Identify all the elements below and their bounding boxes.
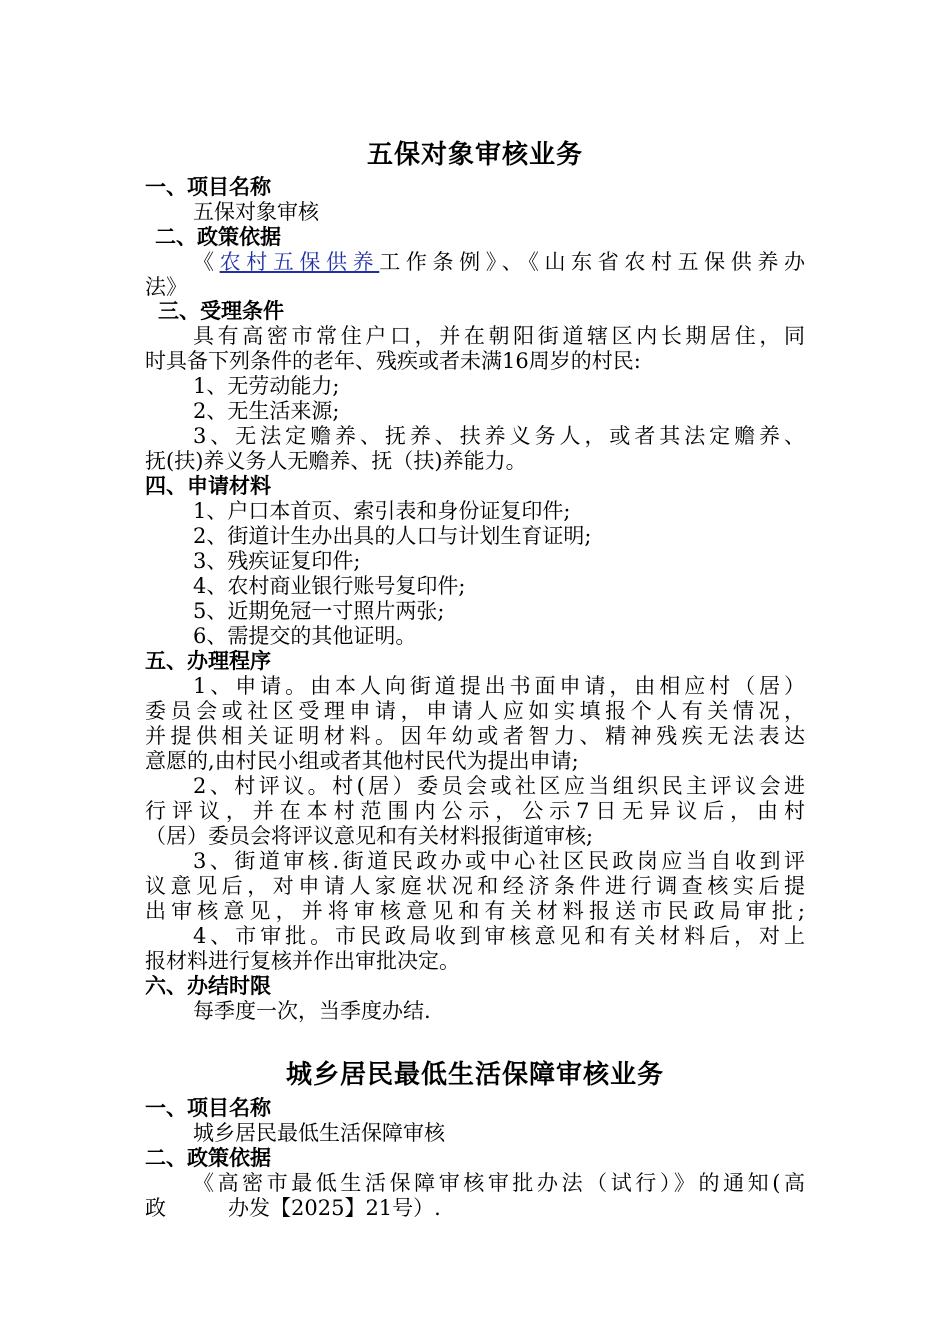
doc1-section5-line10: 出审核意见，并将审核意见和有关材料报送市民政局审批; bbox=[145, 899, 805, 923]
doc1-section5-line3: 并提供相关证明材料。因年幼或者智力、精神残疾无法表达 bbox=[145, 724, 805, 748]
doc1-section5-line4: 意愿的,由村民小组或者其他村民代为提出申请; bbox=[145, 749, 579, 773]
doc1-section3-line6: 抚(扶)养义务人无赡养、抚（扶)养能力。 bbox=[145, 449, 527, 473]
doc1-section3-line5: 3、无法定赡养、抚养、扶养义务人，或者其法定赡养、 bbox=[193, 424, 805, 448]
doc1-section4-line3: 3、残疾证复印件; bbox=[193, 549, 361, 573]
doc1-section2-line1 bbox=[193, 250, 805, 274]
doc1-section6-heading: 六、办结时限 bbox=[145, 974, 271, 998]
doc1-section5-line8: 3、街道审核.街道民政办或中心社区民政岗应当自收到评 bbox=[193, 849, 805, 873]
doc1-section5-line11: 4、市审批。市民政局收到审核意见和有关材料后，对上 bbox=[193, 924, 805, 948]
doc1-section5-line9: 议意见后，对申请人家庭状况和经济条件进行调查核实后提 bbox=[145, 874, 805, 898]
doc1-section3-line2: 时具备下列条件的老年、残疾或者未满16周岁的村民: bbox=[145, 349, 641, 373]
doc2-section2-heading: 二、政策依据 bbox=[145, 1146, 271, 1170]
doc1-section6-text: 每季度一次，当季度办结. bbox=[193, 999, 431, 1023]
doc1-section2-line2: 法》 bbox=[145, 275, 187, 299]
doc1-section5-heading: 五、办理程序 bbox=[145, 649, 271, 673]
doc1-section4-heading: 四、申请材料 bbox=[145, 474, 271, 498]
doc1-section2-rest: 工作条例》、《山东省农村五保供养办 bbox=[379, 250, 806, 274]
doc2-section2-line1: 《高密市最低生活保障审核审批办法（试行）》的通知(高 bbox=[193, 1171, 805, 1195]
doc1-section5-line1: 1、申请。由本人向街道提出书面申请，由相应村（居） bbox=[193, 674, 805, 698]
doc1-section4-line1: 1、户口本首页、索引表和身份证复印件; bbox=[193, 499, 571, 523]
doc1-section3-line1: 具有高密市常住户口，并在朝阳街道辖区内长期居住，同 bbox=[193, 324, 805, 348]
policy-link[interactable]: 农村五保供养 bbox=[219, 250, 380, 274]
doc1-section3-heading: 三、受理条件 bbox=[158, 299, 284, 323]
doc1-section4-line6: 6、需提交的其他证明。 bbox=[193, 624, 417, 648]
doc1-section4-line2: 2、街道计生办出具的人口与计划生育证明; bbox=[193, 524, 592, 548]
doc1-section3-line4: 2、无生活来源; bbox=[193, 399, 340, 423]
doc1-section5-line7: （居）委员会将评议意见和有关材料报街道审核; bbox=[145, 824, 594, 848]
doc1-section2-prefix: 《 bbox=[193, 250, 220, 274]
doc2-section1-text: 城乡居民最低生活保障审核 bbox=[193, 1121, 445, 1145]
doc2-section2-line2b: 办发【2025】21号）. bbox=[228, 1196, 441, 1220]
doc2-section1-heading: 一、项目名称 bbox=[145, 1096, 271, 1120]
doc1-section5-line12: 报材料进行复核并作出审批决定。 bbox=[145, 949, 460, 973]
doc1-section5-line5: 2、村评议。村(居）委员会或社区应当组织民主评议会进 bbox=[193, 774, 805, 798]
doc1-section3-line3: 1、无劳动能力; bbox=[193, 374, 340, 398]
doc1-section4-line5: 5、近期免冠一寸照片两张; bbox=[193, 599, 445, 623]
doc1-section2-heading: 二、政策依据 bbox=[155, 225, 281, 249]
doc2-section2-line2a: 政 bbox=[145, 1196, 166, 1220]
doc1-section5-line6: 行评议，并在本村范围内公示，公示7日无异议后，由村 bbox=[145, 799, 805, 823]
doc1-title: 五保对象审核业务 bbox=[366, 140, 583, 170]
doc1-section5-line2: 委员会或社区受理申请，申请人应如实填报个人有关情况， bbox=[145, 699, 805, 723]
doc1-section1-text: 五保对象审核 bbox=[193, 200, 319, 224]
doc2-title: 城乡居民最低生活保障审核业务 bbox=[285, 1060, 664, 1090]
doc1-section1-heading: 一、项目名称 bbox=[145, 175, 271, 199]
doc1-section4-line4: 4、农村商业银行账号复印件; bbox=[193, 574, 466, 598]
